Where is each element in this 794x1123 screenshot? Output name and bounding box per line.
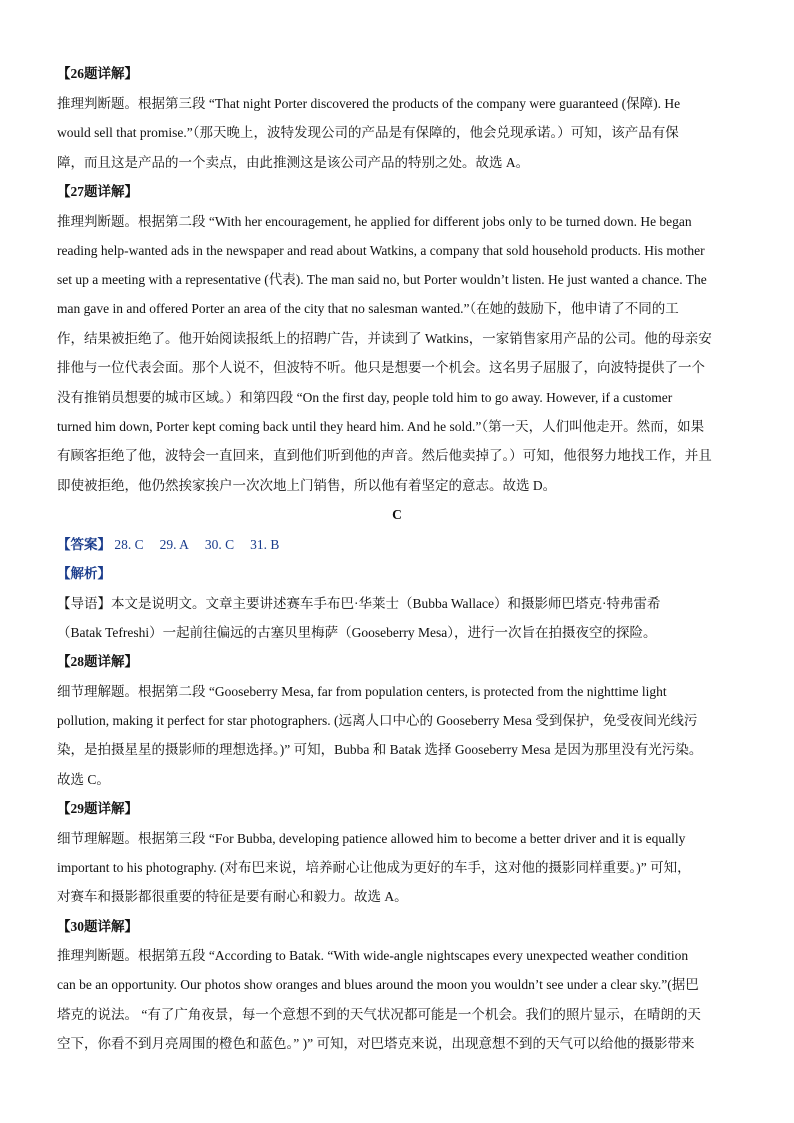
q27-line: reading help-wanted ads in the newspaper and read about Watkins, a company that sold household products. His mother <box>57 243 705 258</box>
q30-line: can be an opportunity. Our photos show oranges and blues around the moon you wouldn’t see under a clear sky.”(据巴 <box>57 977 699 992</box>
analysis-label: 【解析】 <box>57 566 111 581</box>
q28-line: 细节理解题。根据第二段 “Gooseberry Mesa, far from population centers, is protected from the nighttime light <box>57 684 667 699</box>
answer-item: 30. C <box>204 537 235 552</box>
q30-line: 推理判断题。根据第五段 “According to Batak. “With wide-angle nightscapes every unexpected weather condition <box>57 948 689 963</box>
q27-line: 即使被拒绝，他仍然挨家挨户一次次地上门销售，所以他有着坚定的意志。故选 D。 <box>57 478 557 493</box>
section-letter: C <box>392 507 402 522</box>
q27-heading: 【27题详解】 <box>57 184 138 199</box>
q29-line: 对赛车和摄影都很重要的特征是要有耐心和毅力。故选 A。 <box>57 889 408 904</box>
q30-heading: 【30题详解】 <box>57 919 138 934</box>
q29-line: 细节理解题。根据第三段 “For Bubba, developing patience allowed him to become a better driver and it is equally <box>57 831 686 846</box>
q26-heading: 【26题详解】 <box>57 66 138 81</box>
answer-item: 29. A <box>159 537 189 552</box>
q26-line: 推理判断题。根据第三段 “That night Porter discovered the products of the company were guaranteed (保障). He <box>57 96 681 111</box>
answer-item: 31. B <box>250 537 280 552</box>
q26-line: would sell that promise.”（那天晚上，波特发现公司的产品是有保障的，他会兑现承诺。）可知，该产品有保 <box>57 125 679 140</box>
q30-line: 塔克的说法。 “有了广角夜景，每一个意想不到的天气状况都可能是一个机会。我们的照片显示，在晴朗的天 <box>57 1007 701 1022</box>
q28-line: 染，是拍摄星星的摄影师的理想选择。)” 可知，Bubba 和 Batak 选择 Gooseberry Mesa 是因为那里没有光污染。 <box>57 742 703 757</box>
intro-line: （Batak Tefreshi）一起前往偏远的古塞贝里梅萨（Gooseberry Mesa），进行一次旨在拍摄夜空的探险。 <box>57 625 657 640</box>
q27-line: man gave in and offered Porter an area of the city that no salesman wanted.”（在她的鼓励下，他申请了不同的工 <box>57 301 679 316</box>
q28-line: pollution, making it perfect for star photographers. (远离人口中心的 Gooseberry Mesa 受到保护，免受夜间光线污 <box>57 713 698 728</box>
answer-values <box>114 537 295 552</box>
q28-heading: 【28题详解】 <box>57 654 138 669</box>
q27-line: 有顾客拒绝了他，波特会一直回来，直到他们听到他的声音。然后他卖掉了。）可知，他很努力地找工作，并且 <box>57 448 712 463</box>
q26-line: 障，而且这是产品的一个卖点，由此推测这是该公司产品的特别之处。故选 A。 <box>57 155 530 170</box>
q30-line: 空下，你看不到月亮周围的橙色和蓝色。” )” 可知，对巴塔克来说，出现意想不到的天气可以给他的摄影带来 <box>57 1036 695 1051</box>
answer-row <box>57 535 747 555</box>
q29-line: important to his photography. (对布巴来说，培养耐心让他成为更好的车手，这对他的摄影同样重要。)” 可知， <box>57 860 691 875</box>
q27-line: 作，结果被拒绝了。他开始阅读报纸上的招聘广告，并读到了 Watkins，一家销售家用产品的公司。他的母亲安 <box>57 331 712 346</box>
q29-heading: 【29题详解】 <box>57 801 138 816</box>
q27-line: 推理判断题。根据第二段 “With her encouragement, he applied for different jobs only to be turned down. He began <box>57 214 692 229</box>
q27-line: 排他与一位代表会面。那个人说不，但波特不听。他只是想要一个机会。这名男子屈服了，向波特提供了一个 <box>57 360 705 375</box>
q27-line: set up a meeting with a representative (代表). The man said no, but Porter wouldn’t listen. He just wanted a chance. The <box>57 272 707 287</box>
answer-label: 【答案】 <box>57 537 111 552</box>
q27-line: turned him down, Porter kept coming back until they heard him. And he sold.”（第一天，人们叫他走开。然而，如果 <box>57 419 705 434</box>
intro-line: 【导语】本文是说明文。文章主要讲述赛车手布巴·华莱士（Bubba Wallace）和摄影师巴塔克·特弗雷希 <box>57 596 661 611</box>
answer-item: 28. C <box>114 537 144 552</box>
q28-line: 故选 C。 <box>57 772 110 787</box>
q27-line: 没有推销员想要的城市区域。）和第四段 “On the first day, people told him to go away. However, if a customer <box>57 390 673 405</box>
